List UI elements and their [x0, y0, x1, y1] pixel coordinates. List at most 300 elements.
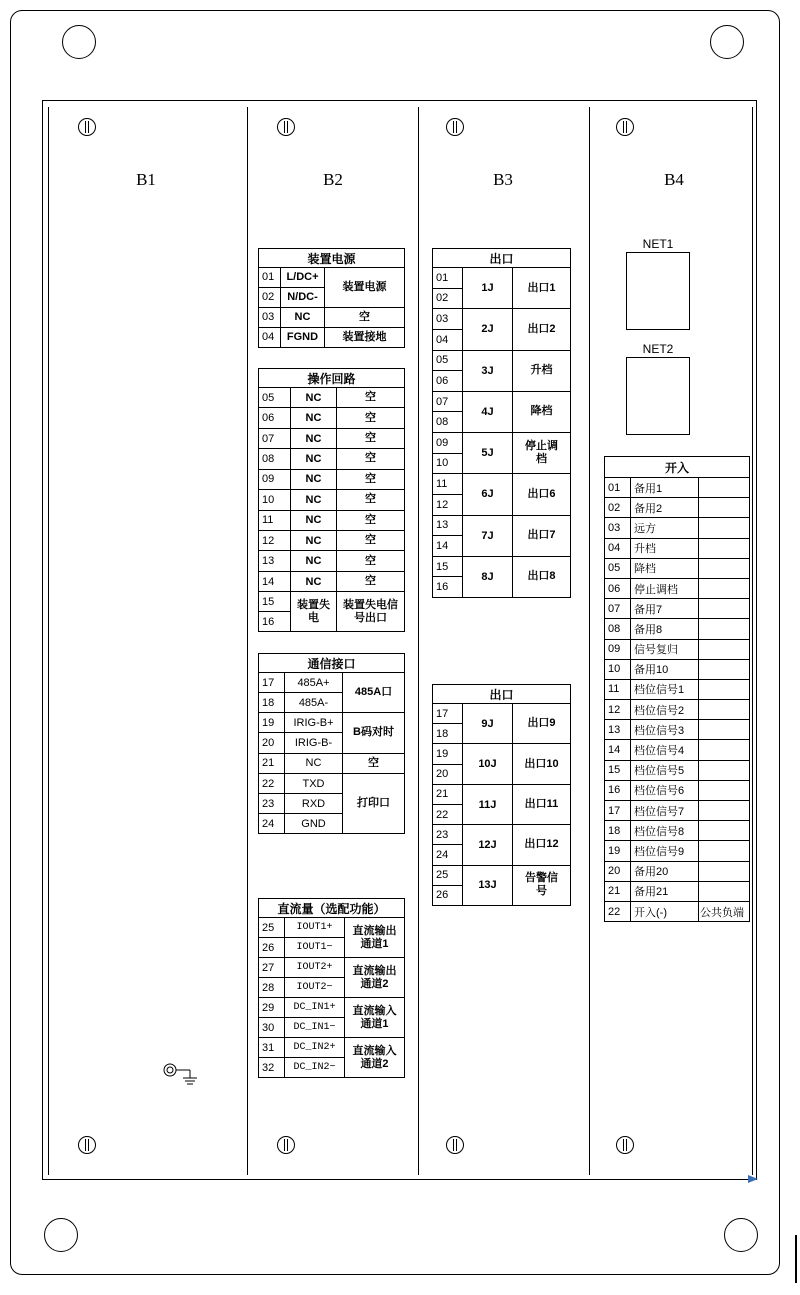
function-column [337, 408, 404, 427]
pin-number: 22 [436, 808, 449, 821]
input-extra: 公共负端 [700, 906, 744, 919]
input-extra [699, 559, 749, 578]
pin-number: 04 [262, 331, 275, 344]
bay-title-b3: B3 [493, 170, 513, 189]
relay-label: 6J [481, 488, 494, 501]
out2-title: 出口 [433, 685, 570, 704]
signal-column [291, 470, 337, 489]
input-extra-column [699, 841, 749, 860]
pin-column [605, 862, 631, 881]
pin-column [605, 619, 631, 638]
signal-column [285, 673, 343, 712]
signal-column [291, 572, 337, 591]
pin-column [259, 408, 291, 427]
input-extra-column [699, 680, 749, 699]
pin-number: 03 [433, 309, 462, 330]
signal-column [285, 1038, 345, 1077]
signal-name: NC [305, 412, 322, 425]
input-extra-column [699, 740, 749, 759]
function-column [513, 309, 570, 349]
table-row [433, 351, 570, 392]
input-name: 远方 [634, 522, 656, 535]
relay-label: 1J [481, 282, 494, 295]
pin-column [605, 599, 631, 618]
pin-number: 24 [262, 817, 275, 830]
table-row [259, 388, 404, 408]
pin-number: 20 [262, 736, 275, 749]
table-row [433, 825, 570, 865]
signal-name: IRIG-B+ [285, 713, 342, 733]
signal-column [285, 754, 343, 774]
input-extra-column [699, 559, 749, 578]
table-row [605, 720, 749, 740]
pin-number: 06 [608, 582, 621, 595]
input-extra [699, 841, 749, 860]
table-row [433, 557, 570, 597]
input-extra-column [699, 518, 749, 537]
pin-number: 21 [262, 757, 275, 770]
table-row [605, 478, 749, 498]
function-label: 出口10 [524, 757, 559, 770]
operation-table [258, 368, 405, 632]
pin-column [433, 351, 463, 391]
pin-number: 10 [608, 663, 621, 676]
function-column [345, 998, 404, 1037]
pin-number: 26 [262, 941, 275, 954]
table-row [259, 673, 404, 713]
screw-icon [616, 118, 634, 136]
function-column [343, 673, 404, 712]
pin-number: 08 [436, 416, 449, 429]
function-label: 空 [365, 575, 376, 587]
function-label: 降档 [530, 405, 553, 418]
signal-name: 485A- [298, 696, 329, 709]
signal-name: FGND [286, 331, 319, 344]
input-name-column [631, 902, 699, 921]
pin-number: 05 [262, 391, 275, 404]
input-extra-column [699, 539, 749, 558]
signal-name: NC [305, 452, 322, 465]
pin-column [605, 640, 631, 659]
function-column [337, 490, 404, 509]
signal-name: RXD [285, 794, 342, 814]
input-extra [699, 619, 749, 638]
function-column [513, 744, 570, 783]
input-extra [699, 700, 749, 719]
input-extra [699, 720, 749, 739]
table-row [259, 958, 404, 998]
pin-column [259, 308, 281, 327]
input-name-column [631, 862, 699, 881]
pin-number: 07 [262, 432, 275, 445]
function-label: 出口9 [527, 717, 556, 730]
inputs-title: 开入 [605, 457, 749, 478]
input-extra-column [699, 882, 749, 901]
pin-column [605, 781, 631, 800]
signal-name: 装置失电 [297, 598, 330, 624]
table-row [259, 1038, 404, 1077]
slot-divider [589, 107, 590, 1175]
input-extra [699, 801, 749, 820]
table-row [605, 680, 749, 700]
input-extra [699, 660, 749, 679]
input-name-column [631, 599, 699, 618]
input-extra-column [699, 761, 749, 780]
pin-column [433, 309, 463, 349]
table-row [259, 918, 404, 958]
relay-column [463, 866, 513, 905]
pin-column [259, 429, 291, 448]
function-column [337, 470, 404, 489]
pin-number: 26 [436, 889, 449, 902]
pin-number: 23 [433, 825, 462, 845]
function-column [513, 557, 570, 597]
input-name-column [631, 761, 699, 780]
screw-icon [446, 118, 464, 136]
input-name: 备用20 [634, 866, 669, 879]
output-table-1 [432, 248, 571, 598]
pin-column [433, 825, 463, 864]
pin-number: 01 [259, 268, 280, 288]
input-extra [699, 761, 749, 780]
table-row [605, 740, 749, 760]
signal-column [291, 408, 337, 427]
table-row [433, 866, 570, 905]
comm-title: 通信接口 [259, 654, 404, 673]
input-name: 档位信号4 [634, 745, 685, 758]
relay-label: 10J [478, 758, 497, 771]
arrow-icon [746, 1173, 760, 1185]
relay-column [463, 309, 513, 349]
function-label: 空 [365, 534, 376, 547]
pin-number: 10 [262, 493, 275, 506]
pin-number: 11 [608, 683, 620, 696]
pin-column [259, 328, 281, 347]
table-row [433, 516, 570, 557]
pin-column [433, 268, 463, 308]
input-name-column [631, 821, 699, 840]
input-extra-column [699, 781, 749, 800]
pin-number: 05 [608, 562, 621, 575]
signal-column [291, 551, 337, 570]
signal-column [285, 998, 345, 1037]
pin-number: 17 [433, 704, 462, 724]
pin-column [605, 902, 631, 921]
input-name-column [631, 579, 699, 598]
table-row [605, 640, 749, 660]
dc-table [258, 898, 405, 1078]
pin-number: 24 [436, 849, 449, 862]
bay-title-b1: B1 [136, 170, 156, 189]
input-extra [699, 740, 749, 759]
input-extra-column [699, 821, 749, 840]
function-label: 空 [365, 391, 376, 404]
table-row [259, 511, 404, 531]
function-label: 空 [365, 472, 376, 485]
function-column [345, 958, 404, 997]
input-name-column [631, 498, 699, 517]
function-label: 直流输入通道2 [352, 1044, 397, 1070]
pin-number: 03 [262, 311, 275, 324]
input-name: 档位信号9 [634, 845, 685, 858]
pin-number: 09 [262, 473, 275, 486]
input-extra-column [699, 579, 749, 598]
signal-name: N/DC- [287, 291, 318, 304]
relay-label: 8J [481, 570, 494, 583]
signal-name: NC [305, 391, 322, 404]
comm-table [258, 653, 405, 834]
relay-column [463, 557, 513, 597]
input-extra [699, 680, 749, 699]
signal-name: TXD [285, 774, 342, 794]
pin-number: 12 [436, 498, 449, 511]
pin-number: 12 [262, 534, 275, 547]
pin-column [259, 572, 291, 591]
pin-column [605, 841, 631, 860]
table-row [259, 490, 404, 510]
relay-column [463, 825, 513, 864]
signal-name: IRIG-B- [294, 736, 333, 749]
function-label: 485A口 [354, 686, 393, 699]
table-row [605, 539, 749, 559]
pin-number: 11 [433, 474, 462, 495]
table-row [259, 408, 404, 428]
function-label: 空 [365, 493, 376, 506]
table-row [605, 518, 749, 538]
table-row [605, 660, 749, 680]
input-name: 备用10 [634, 664, 669, 677]
input-name: 档位信号8 [634, 825, 685, 838]
input-name: 开入(-) [634, 906, 667, 919]
screw-icon [78, 1136, 96, 1154]
input-name: 档位信号6 [634, 785, 685, 798]
pin-column [433, 557, 463, 597]
table-row [433, 268, 570, 309]
pin-column [605, 579, 631, 598]
pin-column [605, 821, 631, 840]
pin-number: 15 [608, 764, 621, 777]
pin-number: 01 [433, 268, 462, 289]
input-extra-column [699, 599, 749, 618]
table-row [259, 470, 404, 490]
table-row [259, 429, 404, 449]
table-row [605, 841, 749, 861]
pin-column [259, 754, 285, 774]
input-name: 备用8 [634, 623, 663, 636]
slot-divider [418, 107, 419, 1175]
input-name-column [631, 882, 699, 901]
pin-number: 18 [436, 727, 449, 740]
function-label: 装置失电信号出口 [343, 598, 398, 624]
function-column [337, 592, 404, 631]
table-row [259, 774, 404, 833]
input-name: 信号复归 [634, 644, 678, 657]
ground-icon [162, 1060, 202, 1090]
pin-column [259, 713, 285, 752]
table-row [605, 902, 749, 921]
function-label: 空 [365, 452, 376, 465]
mount-hole-top-right [710, 25, 744, 59]
relay-label: 7J [481, 529, 494, 542]
relay-label: 2J [481, 323, 494, 336]
pin-number: 31 [259, 1038, 284, 1058]
signal-column [285, 918, 345, 957]
bay-title-b4: B4 [664, 170, 684, 189]
table-row [433, 433, 570, 474]
signal-column [281, 328, 325, 347]
pin-column [259, 449, 291, 468]
output-table-2 [432, 684, 571, 906]
table-row [259, 531, 404, 551]
table-row [433, 309, 570, 350]
signal-column [291, 531, 337, 550]
table-row [259, 449, 404, 469]
input-name: 备用2 [634, 502, 663, 515]
net2-label: NET2 [642, 342, 674, 356]
signal-name: IOUT2+ [285, 958, 344, 978]
signal-column [285, 958, 345, 997]
slot-divider [48, 107, 49, 1175]
input-name-column [631, 841, 699, 860]
input-name-column [631, 680, 699, 699]
input-name-column [631, 640, 699, 659]
function-label: 空 [359, 310, 370, 323]
function-label: 空 [368, 756, 379, 769]
pin-number: 04 [436, 333, 449, 346]
pin-number: 32 [262, 1061, 275, 1074]
input-extra-column [699, 498, 749, 517]
function-label: 出口7 [527, 529, 556, 542]
table-row [605, 599, 749, 619]
function-column [337, 388, 404, 407]
function-label: 出口2 [527, 322, 556, 335]
input-extra [699, 781, 749, 800]
function-column [325, 328, 404, 347]
function-column [337, 429, 404, 448]
function-label: 直流输出通道1 [352, 924, 397, 950]
pin-column [259, 918, 285, 957]
signal-name: NC [305, 575, 322, 588]
pin-column [259, 592, 291, 631]
pin-number: 29 [259, 998, 284, 1018]
net1-label: NET1 [642, 237, 674, 251]
pin-column [605, 761, 631, 780]
signal-column [291, 449, 337, 468]
pin-number: 09 [608, 643, 621, 656]
input-extra [699, 821, 749, 840]
table-row [433, 744, 570, 784]
input-extra-column [699, 640, 749, 659]
pin-column [605, 740, 631, 759]
function-label: 出口6 [527, 487, 556, 500]
function-column [343, 754, 404, 774]
table-row [605, 559, 749, 579]
input-name-column [631, 619, 699, 638]
signal-name: NC [294, 311, 311, 324]
input-extra-column [699, 660, 749, 679]
pin-column [259, 531, 291, 550]
pin-column [259, 1038, 285, 1077]
input-name-column [631, 781, 699, 800]
binary-input-table [604, 456, 750, 922]
function-column [337, 511, 404, 530]
input-name: 档位信号2 [634, 704, 685, 717]
function-label: 停止调档 [525, 440, 558, 466]
table-row [605, 882, 749, 902]
pin-number: 18 [262, 696, 275, 709]
pin-number: 13 [433, 516, 462, 537]
input-extra-column [699, 862, 749, 881]
signal-column [291, 490, 337, 509]
input-name: 档位信号1 [634, 684, 685, 697]
signal-name: NC [305, 493, 322, 506]
signal-name: DC_IN2− [293, 1062, 336, 1073]
signal-name: NC [305, 757, 322, 770]
pin-number: 15 [433, 557, 462, 578]
pin-number: 10 [436, 457, 449, 470]
input-name-column [631, 660, 699, 679]
pin-number: 06 [262, 412, 275, 425]
function-label: 装置电源 [342, 280, 387, 293]
pin-column [605, 700, 631, 719]
function-label: 打印口 [357, 797, 390, 810]
relay-label: 3J [481, 364, 494, 377]
input-name-column [631, 539, 699, 558]
pin-column [259, 673, 285, 712]
signal-name: IOUT1− [296, 942, 333, 953]
pin-number: 16 [608, 784, 621, 797]
pin-number: 23 [259, 794, 284, 814]
signal-name: DC_IN2+ [285, 1038, 344, 1058]
input-name-column [631, 801, 699, 820]
pin-number: 08 [262, 452, 275, 465]
pin-number: 20 [436, 768, 449, 781]
input-extra-column [699, 902, 749, 921]
mount-hole-bottom-left [44, 1218, 78, 1252]
signal-column [281, 308, 325, 327]
relay-column [463, 744, 513, 783]
function-label: 空 [365, 432, 376, 445]
input-name: 升档 [634, 543, 656, 556]
table-row [259, 713, 404, 753]
table-row [605, 761, 749, 781]
input-extra [699, 518, 749, 537]
function-label: 告警信号 [525, 872, 558, 898]
pin-column [433, 433, 463, 473]
input-extra [699, 498, 749, 517]
pin-number: 13 [608, 723, 621, 736]
table-row [259, 998, 404, 1038]
table-row [605, 579, 749, 599]
table-row [259, 551, 404, 571]
mount-hole-top-left [62, 25, 96, 59]
pin-number: 13 [262, 555, 275, 568]
input-name: 备用7 [634, 603, 663, 616]
function-label: 升档 [530, 364, 553, 377]
screw-icon [446, 1136, 464, 1154]
pin-number: 11 [262, 514, 274, 527]
pin-number: 19 [433, 744, 462, 764]
relay-label: 11J [478, 798, 497, 811]
function-label: 空 [365, 554, 376, 567]
pin-column [605, 882, 631, 901]
signal-name: DC_IN1+ [285, 998, 344, 1018]
pin-number: 07 [608, 602, 621, 615]
relay-label: 9J [481, 717, 494, 730]
function-column [513, 785, 570, 824]
pin-column [259, 551, 291, 570]
pin-number: 08 [608, 622, 621, 635]
